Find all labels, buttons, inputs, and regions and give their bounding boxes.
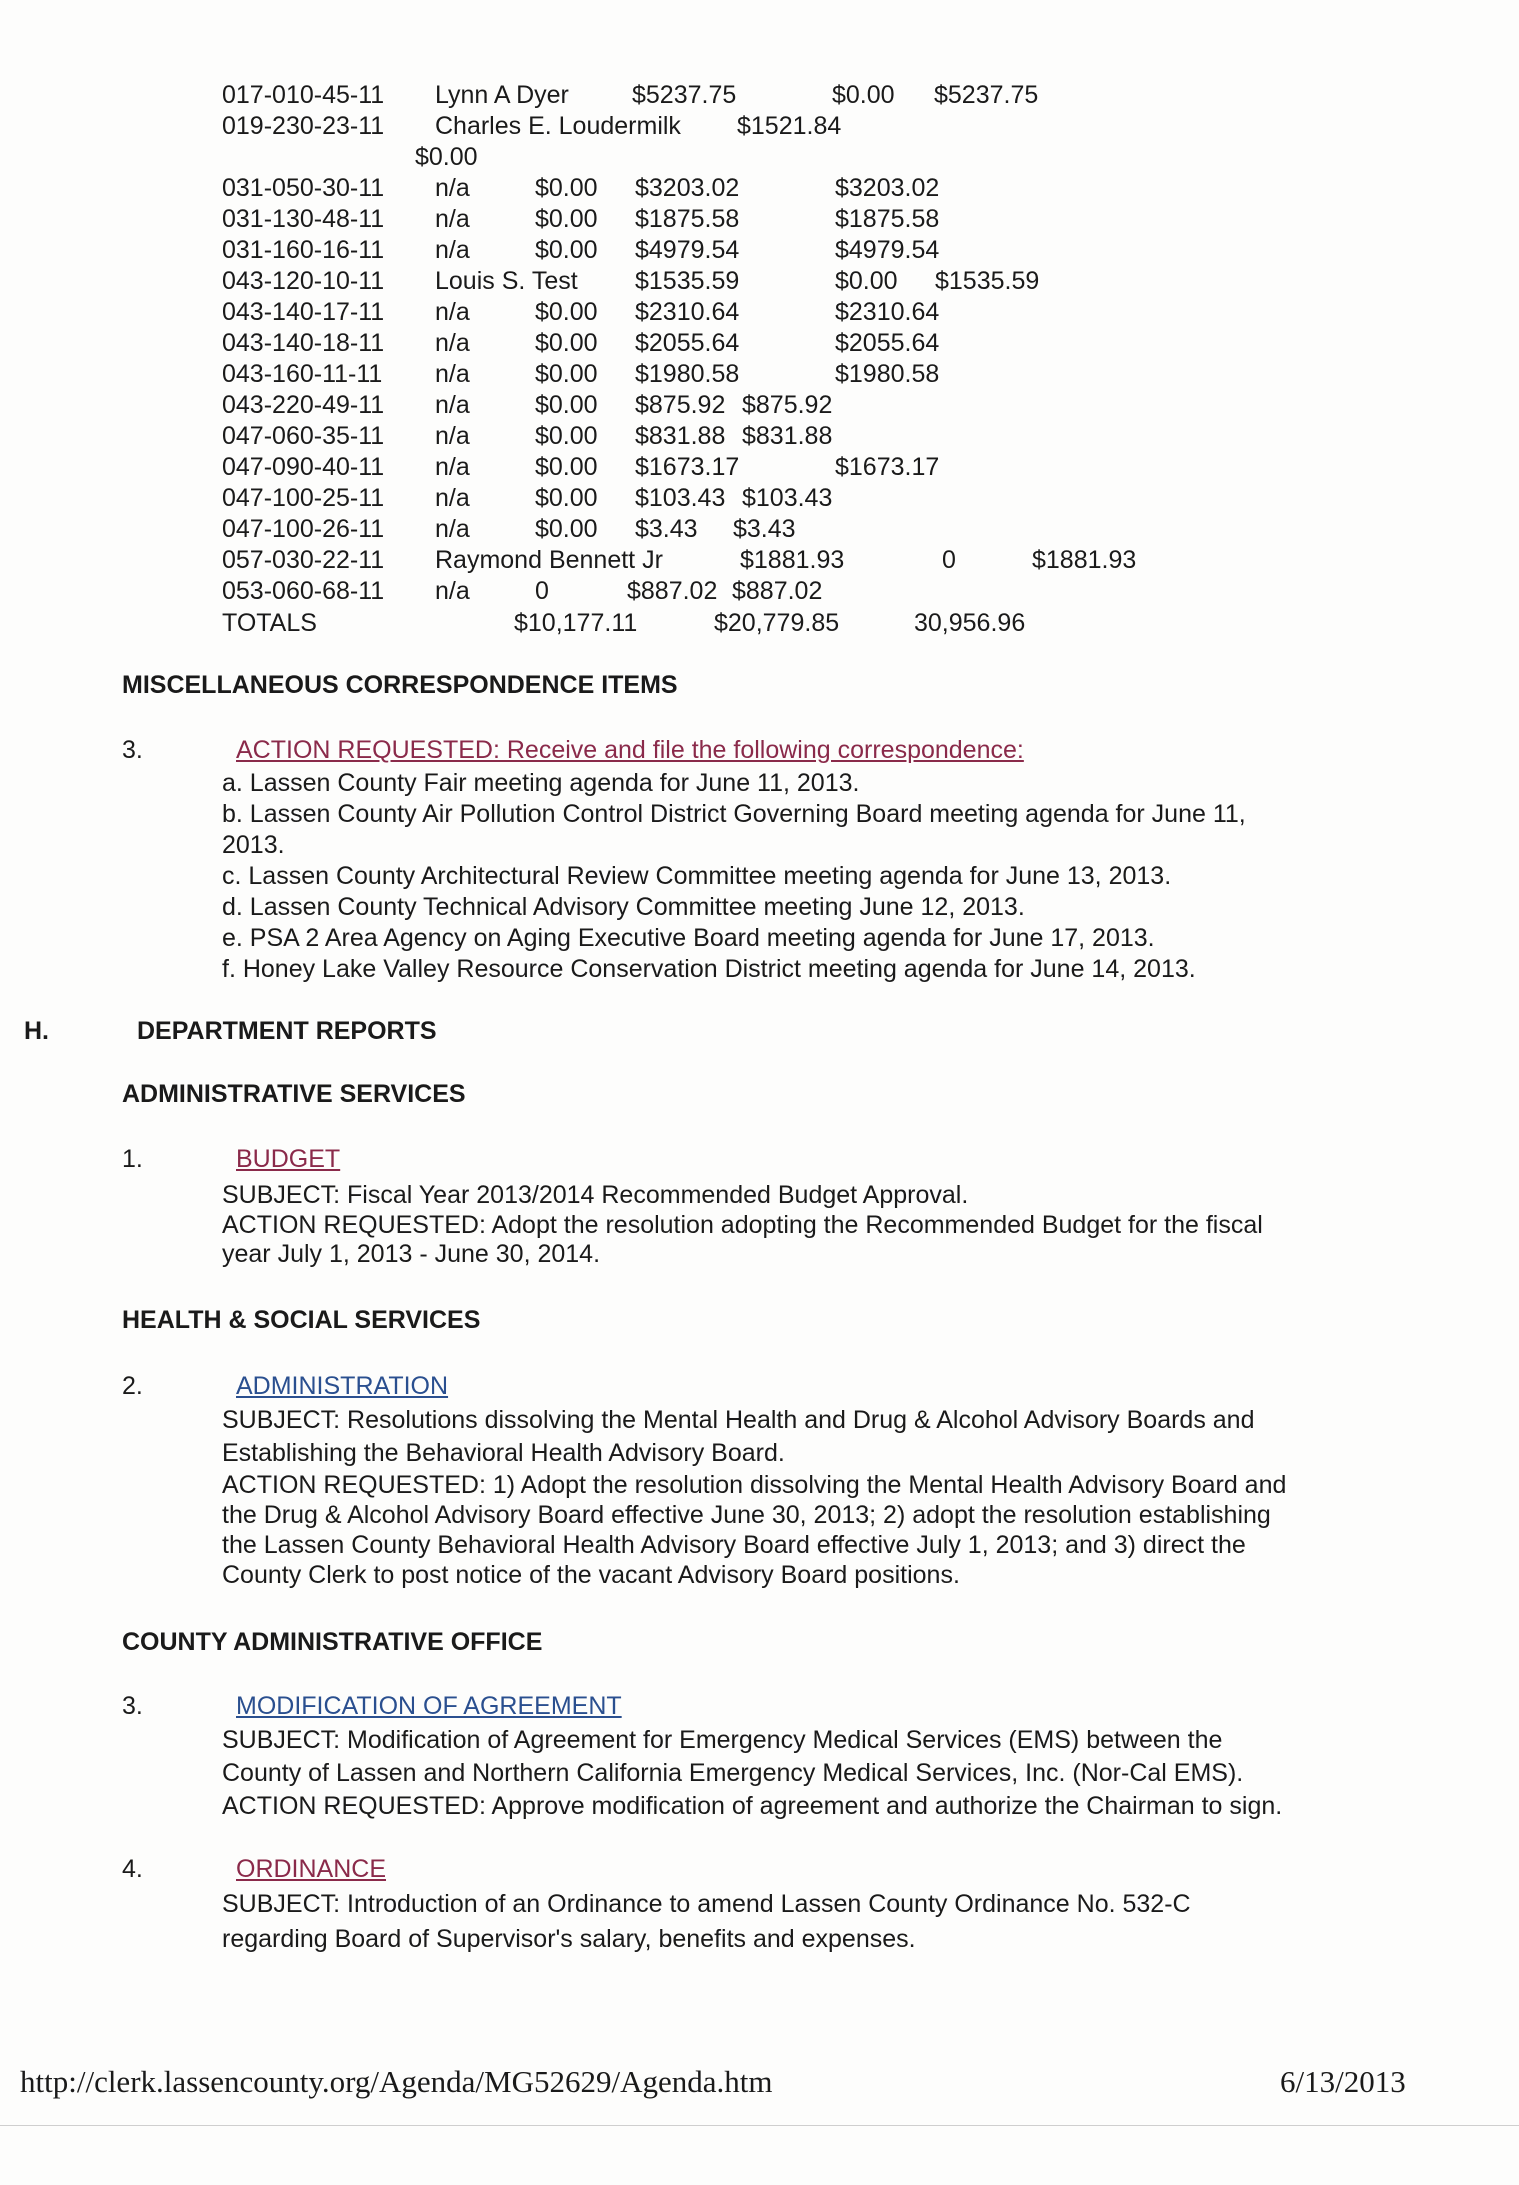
table-cell: $0.00 <box>535 236 598 264</box>
admin-heading: ADMINISTRATIVE SERVICES <box>122 1080 466 1108</box>
table-cell: $1980.58 <box>635 360 740 388</box>
ordinance-link[interactable]: ORDINANCE <box>236 1855 387 1883</box>
health-item-number: 2. <box>122 1372 143 1400</box>
admin-item-number: 1. <box>122 1145 143 1173</box>
misc-item-number: 3. <box>122 736 143 764</box>
table-cell: $5237.75 <box>934 81 1039 109</box>
table-cell: $103.43 <box>635 484 726 512</box>
table-cell: 043-140-18-11 <box>222 329 385 357</box>
cao-item4-line: regarding Board of Supervisor's salary, benefits and expenses. <box>222 1925 916 1953</box>
table-cell: $0.00 <box>535 360 598 388</box>
table-cell: $1881.93 <box>740 546 845 574</box>
table-cell: 043-160-11-11 <box>222 360 383 388</box>
admin-body <box>222 1180 1263 1269</box>
misc-heading: MISCELLANEOUS CORRESPONDENCE ITEMS <box>122 671 678 699</box>
table-cell: Lynn A Dyer <box>435 81 569 109</box>
table-cell: 0 <box>535 577 549 605</box>
table-cell: $0.00 <box>535 329 598 357</box>
table-cell: 047-060-35-11 <box>222 422 385 450</box>
table-cell: n/a <box>435 577 470 605</box>
table-cell: n/a <box>435 360 470 388</box>
table-cell: Louis S. Test <box>435 267 578 295</box>
table-cell: $1535.59 <box>935 267 1040 295</box>
section-letter: H. <box>24 1017 49 1045</box>
table-cell: $4979.54 <box>635 236 740 264</box>
health-line: the Lassen County Behavioral Health Advisory Board effective July 1, 2013; and 3) direct the <box>222 1531 1246 1559</box>
footer-date: 6/13/2013 <box>1280 2064 1406 2099</box>
table-cell: $0.00 <box>535 484 598 512</box>
table-cell: 019-230-23-11 <box>222 112 385 140</box>
table-cell: $1521.84 <box>737 112 842 140</box>
table-cell: $831.88 <box>742 422 833 450</box>
table-cell: $875.92 <box>742 391 833 419</box>
table-cell: $0.00 <box>535 453 598 481</box>
health-line: County Clerk to post notice of the vacant Advisory Board positions. <box>222 1561 960 1589</box>
table-cell: 031-050-30-11 <box>222 174 385 202</box>
modification-agreement-link[interactable]: MODIFICATION OF AGREEMENT <box>236 1692 622 1720</box>
footer-divider <box>0 2125 1519 2126</box>
table-cell: $887.02 <box>732 577 823 605</box>
table-cell: 047-100-26-11 <box>222 515 385 543</box>
cao-item4-line: SUBJECT: Introduction of an Ordinance to amend Lassen County Ordinance No. 532-C <box>222 1890 1191 1918</box>
cao-item3-line: ACTION REQUESTED: Approve modification of agreement and authorize the Chairman to sign. <box>222 1792 1283 1820</box>
cao-item3-line: SUBJECT: Modification of Agreement for Emergency Medical Services (EMS) between the <box>222 1726 1223 1754</box>
table-cell: n/a <box>435 391 470 419</box>
health-heading: HEALTH & SOCIAL SERVICES <box>122 1306 481 1334</box>
cao-item3-body <box>222 1724 1282 1823</box>
table-cell: $831.88 <box>635 422 726 450</box>
table-cell: 031-130-48-11 <box>222 205 385 233</box>
health-line: SUBJECT: Resolutions dissolving the Mental Health and Drug & Alcohol Advisory Boards and <box>222 1406 1255 1434</box>
table-cell: n/a <box>435 453 470 481</box>
table-cell: 017-010-45-11 <box>222 81 385 109</box>
table-cell: $0.00 <box>535 391 598 419</box>
table-cell: $3203.02 <box>635 174 740 202</box>
cao-item3-number: 3. <box>122 1692 143 1720</box>
table-cell: Raymond Bennett Jr <box>435 546 663 574</box>
cao-item3-line: County of Lassen and Northern California Emergency Medical Services, Inc. (Nor-Cal EMS). <box>222 1759 1244 1787</box>
totals-cell: $10,177.11 <box>514 609 638 637</box>
misc-item: a. Lassen County Fair meeting agenda for June 11, 2013. <box>222 769 860 797</box>
table-cell: 053-060-68-11 <box>222 577 385 605</box>
table-cell: $0.00 <box>535 422 598 450</box>
table-cell: n/a <box>435 298 470 326</box>
table-cell: 031-160-16-11 <box>222 236 385 264</box>
admin-line: SUBJECT: Fiscal Year 2013/2014 Recommended Budget Approval. <box>222 1181 969 1209</box>
misc-item: d. Lassen County Technical Advisory Committee meeting June 12, 2013. <box>222 893 1025 921</box>
table-cell: $1535.59 <box>635 267 740 295</box>
table-cell: $3.43 <box>635 515 698 543</box>
table-cell: 043-220-49-11 <box>222 391 385 419</box>
health-line: ACTION REQUESTED: 1) Adopt the resolution dissolving the Mental Health Advisory Board and <box>222 1471 1287 1499</box>
table-cell: $103.43 <box>742 484 833 512</box>
table-cell: $875.92 <box>635 391 726 419</box>
health-line: Establishing the Behavioral Health Advisory Board. <box>222 1439 785 1467</box>
misc-item: b. Lassen County Air Pollution Control District Governing Board meeting agenda for June 11, <box>222 800 1246 828</box>
table-cell: $0.00 <box>415 143 478 171</box>
table-cell: 047-100-25-11 <box>222 484 385 512</box>
table-cell: $0.00 <box>535 515 598 543</box>
table-cell: $887.02 <box>627 577 718 605</box>
footer-url: http://clerk.lassencounty.org/Agenda/MG52629/Agenda.htm <box>20 2064 773 2099</box>
health-line: the Drug & Alcohol Advisory Board effective June 30, 2013; 2) adopt the resolution establishing <box>222 1501 1271 1529</box>
table-cell: $2310.64 <box>835 298 940 326</box>
table-cell: $5237.75 <box>632 81 737 109</box>
table-cell: $2055.64 <box>635 329 740 357</box>
table-cell: $3.43 <box>733 515 796 543</box>
table-cell: n/a <box>435 515 470 543</box>
table-cell: n/a <box>435 174 470 202</box>
table-cell: $1673.17 <box>635 453 740 481</box>
table-cell: Charles E. Loudermilk <box>435 112 681 140</box>
cao-item4-number: 4. <box>122 1855 143 1883</box>
table-cell: 0 <box>942 546 956 574</box>
table-cell: $3203.02 <box>835 174 940 202</box>
table-cell: $0.00 <box>535 174 598 202</box>
totals-cell: $20,779.85 <box>714 609 840 637</box>
table-cell: n/a <box>435 484 470 512</box>
admin-line: ACTION REQUESTED: Adopt the resolution adopting the Recommended Budget for the fiscal <box>222 1211 1263 1239</box>
table-cell: 043-120-10-11 <box>222 267 385 295</box>
table-cell: $4979.54 <box>835 236 940 264</box>
table-cell: 043-140-17-11 <box>222 298 385 326</box>
misc-items <box>222 768 1246 985</box>
table-cell: $1673.17 <box>835 453 940 481</box>
table-cell: n/a <box>435 205 470 233</box>
health-body <box>222 1404 1286 1590</box>
administration-link[interactable]: ADMINISTRATION <box>236 1372 449 1400</box>
table-cell: $2055.64 <box>835 329 940 357</box>
table-cell: $0.00 <box>535 205 598 233</box>
cao-item4-body <box>222 1887 1191 1957</box>
misc-action-link[interactable]: ACTION REQUESTED: Receive and file the following correspondence: <box>236 736 1024 764</box>
table-cell: $1875.58 <box>835 205 940 233</box>
table-cell: $1875.58 <box>635 205 740 233</box>
table-cell: 047-090-40-11 <box>222 453 385 481</box>
cao-heading: COUNTY ADMINISTRATIVE OFFICE <box>122 1628 543 1656</box>
budget-link[interactable]: BUDGET <box>236 1145 341 1173</box>
table-cell: n/a <box>435 422 470 450</box>
table-cell: 057-030-22-11 <box>222 546 385 574</box>
table-cell: $1980.58 <box>835 360 940 388</box>
misc-item: c. Lassen County Architectural Review Committee meeting agenda for June 13, 2013. <box>222 862 1172 890</box>
section-title: DEPARTMENT REPORTS <box>137 1017 437 1045</box>
totals-cell: 30,956.96 <box>914 609 1026 637</box>
table-cell: $0.00 <box>832 81 895 109</box>
table-cell: $2310.64 <box>635 298 740 326</box>
totals-cell: TOTALS <box>222 609 317 637</box>
table-cell: n/a <box>435 329 470 357</box>
table-cell: $1881.93 <box>1032 546 1137 574</box>
misc-item: e. PSA 2 Area Agency on Aging Executive Board meeting agenda for June 17, 2013. <box>222 924 1155 952</box>
admin-line: year July 1, 2013 - June 30, 2014. <box>222 1240 601 1268</box>
misc-item: 2013. <box>222 831 285 859</box>
table-cell: n/a <box>435 236 470 264</box>
table-cell: $0.00 <box>535 298 598 326</box>
misc-item: f. Honey Lake Valley Resource Conservation District meeting agenda for June 14, 2013. <box>222 955 1196 983</box>
table-cell: $0.00 <box>835 267 898 295</box>
